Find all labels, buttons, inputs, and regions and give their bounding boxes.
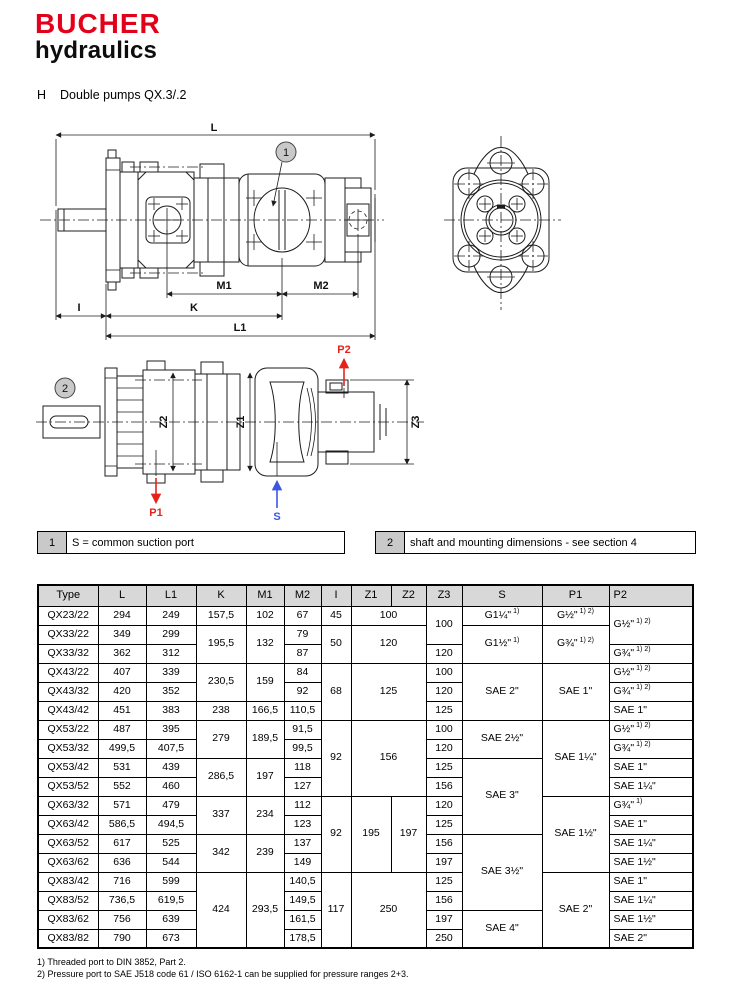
- table-cell: SAE 1": [609, 815, 693, 834]
- table-row: [38, 606, 693, 625]
- column-header-k: K: [196, 585, 246, 606]
- table-cell: 639: [146, 910, 196, 929]
- table-cell: 149: [284, 853, 321, 872]
- table-cell: 424: [196, 872, 246, 948]
- footnote-reference: 1) 2): [636, 646, 651, 654]
- table-cell: 100: [426, 663, 462, 682]
- table-cell: 120: [351, 625, 426, 663]
- table-cell: QX53/22: [38, 720, 98, 739]
- column-header-z2: Z2: [391, 585, 426, 606]
- table-cell: 362: [98, 644, 146, 663]
- section-heading: [37, 88, 187, 102]
- table-row: [38, 872, 693, 891]
- legend-1-number: 1: [37, 531, 67, 554]
- table-cell: 494,5: [146, 815, 196, 834]
- table-cell: 120: [426, 796, 462, 815]
- table-cell: G1½" $^{1)}$: [462, 625, 542, 663]
- table-cell: G¾" $^{1) 2)}$: [542, 625, 609, 663]
- table-cell: QX83/82: [38, 929, 98, 948]
- table-cell: 156: [426, 891, 462, 910]
- table-cell: 756: [98, 910, 146, 929]
- table-cell: 120: [426, 739, 462, 758]
- table-cell: 197: [391, 796, 426, 872]
- table-cell: 636: [98, 853, 146, 872]
- table-cell: 67: [284, 606, 321, 625]
- table-cell: 125: [426, 872, 462, 891]
- pump-port-view-drawing: [34, 342, 430, 522]
- table-cell: QX43/32: [38, 682, 98, 701]
- table-cell: 286,5: [196, 758, 246, 796]
- table-cell: G½" $^{1) 2)}$: [609, 606, 693, 644]
- port-label-s: S: [273, 511, 281, 522]
- table-cell: 250: [351, 872, 426, 948]
- table-cell: 420: [98, 682, 146, 701]
- keyway: [497, 205, 505, 209]
- table-cell: 619,5: [146, 891, 196, 910]
- table-cell: SAE 1¼": [609, 777, 693, 796]
- table-cell: 178,5: [284, 929, 321, 948]
- table-cell: 137: [284, 834, 321, 853]
- table-cell: QX63/62: [38, 853, 98, 872]
- table-cell: 238: [196, 701, 246, 720]
- table-cell: 499,5: [98, 739, 146, 758]
- table-cell: 234: [246, 796, 284, 834]
- table-cell: 439: [146, 758, 196, 777]
- footnote-reference: 1) 2): [636, 722, 651, 730]
- legend-callout-2: [375, 531, 696, 554]
- table-cell: 189,5: [246, 720, 284, 758]
- footnote-2: 2) Pressure port to SAE J518 code 61 / ISO 6162-1 can be supplied for pressure ranges 2+3.: [37, 969, 409, 980]
- table-cell: 102: [246, 606, 284, 625]
- table-cell: 123: [284, 815, 321, 834]
- table-cell: 50: [321, 625, 351, 663]
- table-cell: 87: [284, 644, 321, 663]
- table-cell: 112: [284, 796, 321, 815]
- table-cell: SAE 1": [609, 758, 693, 777]
- table-cell: 92: [321, 720, 351, 796]
- column-header-m2: M2: [284, 585, 321, 606]
- table-cell: 544: [146, 853, 196, 872]
- table-cell: 45: [321, 606, 351, 625]
- table-cell: QX23/22: [38, 606, 98, 625]
- footnote-reference: 1): [636, 798, 643, 806]
- footnote-reference: 1): [513, 636, 520, 644]
- table-cell: 230,5: [196, 663, 246, 701]
- dim-label-m1: M1: [216, 280, 232, 292]
- table-cell: 132: [246, 625, 284, 663]
- table-row: [38, 720, 693, 739]
- table-cell: SAE 1": [542, 663, 609, 720]
- table-cell: 460: [146, 777, 196, 796]
- table-cell: 120: [426, 644, 462, 663]
- table-cell: QX63/52: [38, 834, 98, 853]
- table-cell: 790: [98, 929, 146, 948]
- table-cell: 100: [351, 606, 426, 625]
- table-cell: QX53/32: [38, 739, 98, 758]
- footnote-reference: 1) 2): [636, 741, 651, 749]
- table-cell: 339: [146, 663, 196, 682]
- table-cell: 100: [426, 606, 462, 644]
- table-cell: 79: [284, 625, 321, 644]
- table-cell: 249: [146, 606, 196, 625]
- table-cell: SAE 4": [462, 910, 542, 948]
- column-header-z3: Z3: [426, 585, 462, 606]
- table-cell: 312: [146, 644, 196, 663]
- section-title: Double pumps QX.3/.2: [60, 88, 187, 102]
- footnote-reference: 1) 2): [636, 617, 651, 625]
- table-cell: 599: [146, 872, 196, 891]
- table-cell: QX33/32: [38, 644, 98, 663]
- port-label-p1: P1: [149, 507, 163, 519]
- dimensions-table: [37, 584, 694, 949]
- table-cell: 125: [426, 815, 462, 834]
- table-cell: G¾" $^{1) 2)}$: [609, 644, 693, 663]
- table-cell: SAE 1½": [609, 853, 693, 872]
- table-cell: 118: [284, 758, 321, 777]
- table-cell: 159: [246, 663, 284, 701]
- table-cell: 352: [146, 682, 196, 701]
- table-cell: SAE 3": [462, 758, 542, 834]
- section-letter: H: [37, 88, 47, 102]
- legend-1-text: S = common suction port: [67, 531, 345, 554]
- column-header-p1: P1: [542, 585, 609, 606]
- table-cell: SAE 1½": [542, 796, 609, 872]
- table-cell: QX53/52: [38, 777, 98, 796]
- table-cell: 395: [146, 720, 196, 739]
- dim-label-z1: Z1: [235, 415, 247, 429]
- table-cell: SAE 1": [609, 701, 693, 720]
- column-header-z1: Z1: [351, 585, 391, 606]
- column-header-m1: M1: [246, 585, 284, 606]
- table-cell: 156: [426, 834, 462, 853]
- table-cell: SAE 3½": [462, 834, 542, 910]
- table-cell: 407,5: [146, 739, 196, 758]
- table-cell: SAE 2": [609, 929, 693, 948]
- table-cell: 487: [98, 720, 146, 739]
- footnote-reference: 1) 2): [579, 636, 595, 644]
- table-cell: 195,5: [196, 625, 246, 663]
- table-cell: G1¼" $^{1)}$: [462, 606, 542, 625]
- table-cell: QX83/42: [38, 872, 98, 891]
- table-cell: QX83/62: [38, 910, 98, 929]
- brand-logo-hydraulics: hydraulics: [35, 37, 158, 64]
- table-cell: 349: [98, 625, 146, 644]
- port-label-p2: P2: [337, 344, 351, 356]
- legend-callout-1: [37, 531, 345, 554]
- table-cell: 617: [98, 834, 146, 853]
- table-cell: 92: [284, 682, 321, 701]
- table-cell: SAE 1¼": [542, 720, 609, 796]
- dim-label-l: L: [210, 122, 218, 134]
- column-header-l1: L1: [146, 585, 196, 606]
- table-cell: G½" $^{1) 2)}$: [609, 663, 693, 682]
- brand-logo: [35, 10, 161, 63]
- dim-label-i: I: [77, 302, 81, 314]
- table-cell: 531: [98, 758, 146, 777]
- table-cell: 342: [196, 834, 246, 872]
- dim-label-z2: Z2: [158, 415, 170, 429]
- table-cell: QX33/22: [38, 625, 98, 644]
- table-cell: 197: [246, 758, 284, 796]
- callout-2-marker: [55, 378, 75, 398]
- table-cell: 100: [426, 720, 462, 739]
- table-cell: 294: [98, 606, 146, 625]
- table-cell: G½" $^{1) 2)}$: [609, 720, 693, 739]
- callout-2-number: 2: [61, 383, 69, 395]
- table-cell: 68: [321, 663, 351, 720]
- table-cell: 99,5: [284, 739, 321, 758]
- table-cell: 552: [98, 777, 146, 796]
- table-cell: 716: [98, 872, 146, 891]
- table-row: [38, 663, 693, 682]
- table-cell: 299: [146, 625, 196, 644]
- column-header-i: I: [321, 585, 351, 606]
- table-cell: 125: [426, 701, 462, 720]
- table-cell: 337: [196, 796, 246, 834]
- flange-front-view-drawing: [436, 130, 700, 320]
- table-cell: QX63/32: [38, 796, 98, 815]
- table-cell: QX53/42: [38, 758, 98, 777]
- table-cell: 383: [146, 701, 196, 720]
- table-cell: 127: [284, 777, 321, 796]
- table-cell: 279: [196, 720, 246, 758]
- dim-label-m2: M2: [313, 280, 329, 292]
- dim-label-k: K: [190, 302, 198, 314]
- column-header-p2: P2: [609, 585, 693, 606]
- footnote-1: 1) Threaded port to DIN 3852, Part 2.: [37, 957, 186, 967]
- callout-1-number: 1: [282, 147, 290, 159]
- pump-side-view-drawing: [34, 118, 438, 342]
- table-cell: 156: [426, 777, 462, 796]
- table-cell: QX63/42: [38, 815, 98, 834]
- table-cell: 91,5: [284, 720, 321, 739]
- table-row: [38, 796, 693, 815]
- table-cell: 117: [321, 872, 351, 948]
- dim-label-z3: Z3: [410, 415, 422, 429]
- table-cell: G½" $^{1) 2)}$: [542, 606, 609, 625]
- table-row: [38, 625, 693, 644]
- table-cell: 125: [426, 758, 462, 777]
- table-cell: SAE 1½": [609, 910, 693, 929]
- table-cell: 239: [246, 834, 284, 872]
- table-header-row: [38, 585, 693, 606]
- table-cell: 736,5: [98, 891, 146, 910]
- column-header-l: L: [98, 585, 146, 606]
- table-cell: 571: [98, 796, 146, 815]
- table-cell: 673: [146, 929, 196, 948]
- table-cell: SAE 1¼": [609, 834, 693, 853]
- table-cell: 451: [98, 701, 146, 720]
- table-cell: 125: [351, 663, 426, 720]
- table-cell: QX43/42: [38, 701, 98, 720]
- table-cell: SAE 2": [542, 872, 609, 948]
- table-cell: 140,5: [284, 872, 321, 891]
- footnotes: [37, 956, 408, 980]
- table-cell: 110,5: [284, 701, 321, 720]
- footnote-reference: 1) 2): [636, 665, 651, 673]
- column-header-s: S: [462, 585, 542, 606]
- legend-2-number: 2: [375, 531, 405, 554]
- table-cell: 92: [321, 796, 351, 872]
- table-cell: 479: [146, 796, 196, 815]
- pressure-port-p1-arrow: [149, 450, 162, 519]
- table-cell: 157,5: [196, 606, 246, 625]
- dim-label-l1: L1: [233, 322, 247, 334]
- table-cell: 84: [284, 663, 321, 682]
- table-cell: 149,5: [284, 891, 321, 910]
- table-cell: 156: [351, 720, 426, 796]
- brand-logo-bucher: BUCHER: [35, 8, 161, 39]
- table-cell: 250: [426, 929, 462, 948]
- table-cell: SAE 2": [462, 663, 542, 720]
- table-cell: 166,5: [246, 701, 284, 720]
- table-cell: 195: [351, 796, 391, 872]
- footnote-reference: 1) 2): [636, 684, 651, 692]
- table-cell: 586,5: [98, 815, 146, 834]
- table-cell: 197: [426, 910, 462, 929]
- table-cell: G¾" $^{1) 2)}$: [609, 739, 693, 758]
- table-cell: G¾" $^{1)}$: [609, 796, 693, 815]
- footnote-reference: 1) 2): [579, 608, 595, 616]
- table-cell: SAE 1": [609, 872, 693, 891]
- footnote-reference: 1): [513, 608, 520, 616]
- table-cell: QX43/22: [38, 663, 98, 682]
- table-cell: 525: [146, 834, 196, 853]
- table-cell: QX83/52: [38, 891, 98, 910]
- table-cell: SAE 2½": [462, 720, 542, 758]
- table-cell: 197: [426, 853, 462, 872]
- table-cell: 161,5: [284, 910, 321, 929]
- table-cell: 293,5: [246, 872, 284, 948]
- table-cell: 407: [98, 663, 146, 682]
- column-header-type: Type: [38, 585, 98, 606]
- suction-port-arrow: [273, 442, 280, 522]
- table-cell: SAE 1¼": [609, 891, 693, 910]
- legend-2-text: shaft and mounting dimensions - see section 4: [405, 531, 696, 554]
- table-cell: 120: [426, 682, 462, 701]
- table-cell: G¾" $^{1) 2)}$: [609, 682, 693, 701]
